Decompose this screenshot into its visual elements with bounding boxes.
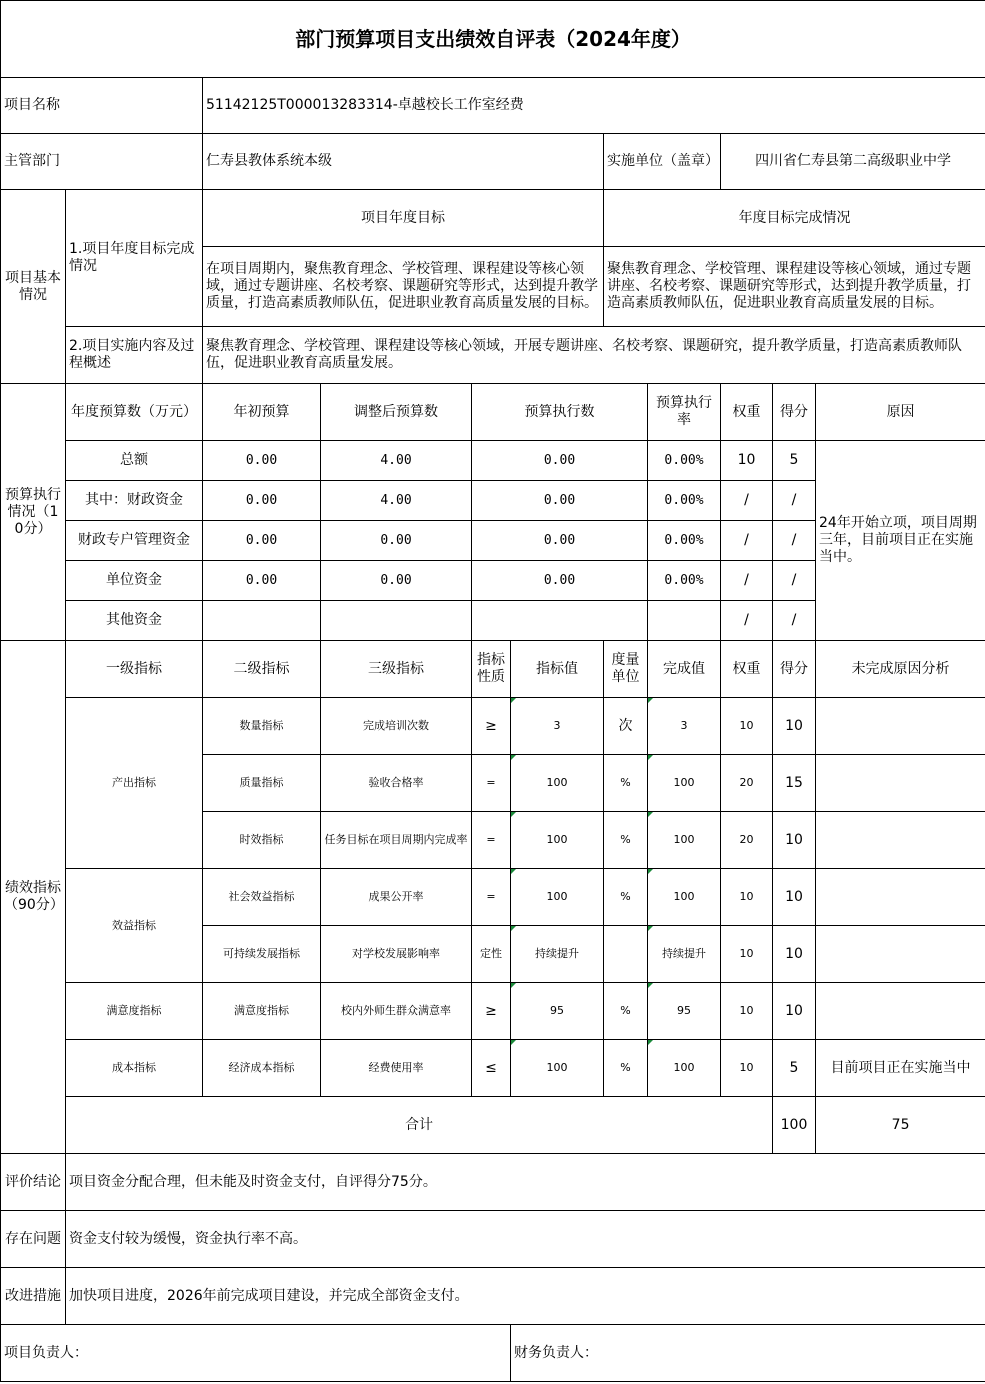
perf-score: 5: [773, 1040, 816, 1097]
perf-reason: 目前项目正在实施当中: [816, 1040, 985, 1097]
perf-header-nature: 指标性质: [472, 641, 511, 698]
level1-output: 产出指标: [66, 698, 203, 869]
perf-header-target: 指标值: [511, 641, 604, 698]
budget-weight: 10: [721, 441, 773, 481]
perf-reason: [816, 755, 985, 812]
perf-header-level1: 一级指标: [66, 641, 203, 698]
perf-unit: %: [604, 755, 648, 812]
perf-nature: =: [472, 869, 511, 926]
project-name-label: 项目名称: [1, 78, 203, 134]
table-row: [1, 698, 985, 755]
perf-header-weight: 权重: [721, 641, 773, 698]
finance-leader-signature: 财务负责人：: [511, 1325, 985, 1382]
budget-rate: 0.00%: [648, 481, 721, 521]
perf-actual: 持续提升: [648, 926, 721, 983]
perf-l3: 校内外师生群众满意率: [321, 983, 472, 1040]
budget-adjusted: 4.00: [321, 441, 472, 481]
perf-weight: 20: [721, 812, 773, 869]
perf-score: 10: [773, 698, 816, 755]
perf-weight: 10: [721, 983, 773, 1040]
perf-score: 10: [773, 869, 816, 926]
budget-weight: /: [721, 521, 773, 561]
budget-header-executed: 预算执行数: [472, 384, 648, 441]
perf-header-actual: 完成值: [648, 641, 721, 698]
perf-target: 100: [511, 869, 604, 926]
perf-header-score: 得分: [773, 641, 816, 698]
perf-score: 10: [773, 926, 816, 983]
level1-cost: 成本指标: [66, 1040, 203, 1097]
unit-value: 四川省仁寿县第二高级职业中学: [721, 134, 985, 190]
total-weight: 100: [773, 1097, 816, 1154]
budget-adjusted: [321, 601, 472, 641]
completion-text: 聚焦教育理念、学校管理、课程建设等核心领域，通过专题讲座、名校考察、课题研究等形式，达到提升教学质量，打造高素质教师队伍，促进职业教育高质量发展的目标。: [604, 247, 985, 327]
perf-nature: =: [472, 755, 511, 812]
perf-score: 10: [773, 983, 816, 1040]
perf-l2: 数量指标: [203, 698, 321, 755]
budget-header-total: 年度预算数（万元）: [66, 384, 203, 441]
perf-nature: =: [472, 812, 511, 869]
table-row: [1, 441, 985, 481]
perf-unit: [604, 926, 648, 983]
perf-l3: 完成培训次数: [321, 698, 472, 755]
perf-target: 95: [511, 983, 604, 1040]
perf-reason: [816, 869, 985, 926]
budget-rate: 0.00%: [648, 441, 721, 481]
perf-reason: [816, 983, 985, 1040]
unit-label: 实施单位（盖章）: [604, 134, 721, 190]
perf-nature: 定性: [472, 926, 511, 983]
conclusion-text: 项目资金分配合理，但未能及时资金支付，自评得分75分。: [66, 1154, 985, 1211]
perf-l3: 任务目标在项目周期内完成率: [321, 812, 472, 869]
project-name-value: 51142125T000013283314-卓越校长工作室经费: [203, 78, 985, 134]
budget-initial: 0.00: [203, 561, 321, 601]
perf-header-level3: 三级指标: [321, 641, 472, 698]
perf-header-unit: 度量单位: [604, 641, 648, 698]
perf-target: 持续提升: [511, 926, 604, 983]
budget-header-initial: 年初预算: [203, 384, 321, 441]
budget-weight: /: [721, 561, 773, 601]
budget-reason: 24年开始立项，项目周期三年，目前项目正在实施当中。: [816, 441, 985, 641]
basic-info-label: 项目基本情况: [1, 190, 66, 384]
perf-unit: 次: [604, 698, 648, 755]
budget-header-reason: 原因: [816, 384, 985, 441]
budget-header-adjusted: 调整后预算数: [321, 384, 472, 441]
budget-weight: /: [721, 481, 773, 521]
perf-unit: %: [604, 1040, 648, 1097]
perf-reason: [816, 812, 985, 869]
goal-header: 项目年度目标: [203, 190, 604, 247]
perf-l2: 经济成本指标: [203, 1040, 321, 1097]
perf-section-label: 绩效指标（90分）: [1, 641, 66, 1154]
level1-benefit: 效益指标: [66, 869, 203, 983]
completion-header: 年度目标完成情况: [604, 190, 985, 247]
budget-initial: 0.00: [203, 481, 321, 521]
perf-l2: 时效指标: [203, 812, 321, 869]
budget-executed: 0.00: [472, 481, 648, 521]
table-row: [1, 983, 985, 1040]
level1-satisfaction: 满意度指标: [66, 983, 203, 1040]
perf-l3: 对学校发展影响率: [321, 926, 472, 983]
perf-header-reason: 未完成原因分析: [816, 641, 985, 698]
perf-reason: [816, 926, 985, 983]
budget-row-name: 单位资金: [66, 561, 203, 601]
budget-header-rate: 预算执行率: [648, 384, 721, 441]
budget-row-name: 其中：财政资金: [66, 481, 203, 521]
budget-initial: 0.00: [203, 521, 321, 561]
problems-text: 资金支付较为缓慢，资金执行率不高。: [66, 1211, 985, 1268]
budget-row-name: 其他资金: [66, 601, 203, 641]
perf-l2: 可持续发展指标: [203, 926, 321, 983]
budget-initial: 0.00: [203, 441, 321, 481]
conclusion-label: 评价结论: [1, 1154, 66, 1211]
budget-initial: [203, 601, 321, 641]
improve-text: 加快项目进度，2026年前完成项目建设，并完成全部资金支付。: [66, 1268, 985, 1325]
budget-executed: [472, 601, 648, 641]
total-row: [1, 1097, 985, 1154]
perf-weight: 10: [721, 698, 773, 755]
perf-unit: %: [604, 869, 648, 926]
table-row: [1, 1040, 985, 1097]
budget-score: /: [773, 521, 816, 561]
perf-score: 10: [773, 812, 816, 869]
perf-reason: [816, 698, 985, 755]
page-title: 部门预算项目支出绩效自评表（2024年度）: [1, 1, 985, 78]
budget-header-score: 得分: [773, 384, 816, 441]
perf-target: 100: [511, 1040, 604, 1097]
dept-value: 仁寿县教体系统本级: [203, 134, 604, 190]
budget-row-name: 总额: [66, 441, 203, 481]
budget-rate: [648, 601, 721, 641]
budget-rate: 0.00%: [648, 521, 721, 561]
implementation-label: 2.项目实施内容及过程概述: [66, 327, 203, 384]
goal-text: 在项目周期内，聚焦教育理念、学校管理、课程建设等核心领域，通过专题讲座、名校考察、课题研究等形式，达到提升教学质量，打造高素质教师队伍，促进职业教育高质量发展的目标。: [203, 247, 604, 327]
perf-l3: 成果公开率: [321, 869, 472, 926]
perf-actual: 3: [648, 698, 721, 755]
perf-actual: 95: [648, 983, 721, 1040]
perf-l2: 社会效益指标: [203, 869, 321, 926]
budget-executed: 0.00: [472, 441, 648, 481]
budget-weight: /: [721, 601, 773, 641]
budget-header-weight: 权重: [721, 384, 773, 441]
improve-label: 改进措施: [1, 1268, 66, 1325]
implementation-text: 聚焦教育理念、学校管理、课程建设等核心领域，开展专题讲座、名校考察、课题研究，提升教学质量，打造高素质教师队伍，促进职业教育高质量发展。: [203, 327, 985, 384]
perf-header-level2: 二级指标: [203, 641, 321, 698]
budget-adjusted: 0.00: [321, 561, 472, 601]
perf-score: 15: [773, 755, 816, 812]
perf-actual: 100: [648, 755, 721, 812]
perf-l2: 满意度指标: [203, 983, 321, 1040]
budget-adjusted: 4.00: [321, 481, 472, 521]
budget-executed: 0.00: [472, 521, 648, 561]
perf-actual: 100: [648, 869, 721, 926]
perf-actual: 100: [648, 812, 721, 869]
total-score: 75: [816, 1097, 985, 1154]
budget-score: 5: [773, 441, 816, 481]
budget-score: /: [773, 561, 816, 601]
problems-label: 存在问题: [1, 1211, 66, 1268]
perf-l2: 质量指标: [203, 755, 321, 812]
perf-target: 3: [511, 698, 604, 755]
budget-rate: 0.00%: [648, 561, 721, 601]
project-leader-signature: 项目负责人：: [1, 1325, 511, 1382]
perf-target: 100: [511, 755, 604, 812]
dept-label: 主管部门: [1, 134, 203, 190]
perf-l3: 验收合格率: [321, 755, 472, 812]
perf-nature: ≤: [472, 1040, 511, 1097]
perf-weight: 20: [721, 755, 773, 812]
perf-nature: ≥: [472, 983, 511, 1040]
budget-executed: 0.00: [472, 561, 648, 601]
table-row: [1, 869, 985, 926]
budget-score: /: [773, 481, 816, 521]
perf-unit: %: [604, 812, 648, 869]
perf-l3: 经费使用率: [321, 1040, 472, 1097]
perf-target: 100: [511, 812, 604, 869]
perf-weight: 10: [721, 926, 773, 983]
budget-section-label: 预算执行情况（10分）: [1, 384, 66, 641]
perf-weight: 10: [721, 869, 773, 926]
perf-nature: ≥: [472, 698, 511, 755]
total-label: 合计: [66, 1097, 773, 1154]
perf-unit: %: [604, 983, 648, 1040]
perf-weight: 10: [721, 1040, 773, 1097]
budget-adjusted: 0.00: [321, 521, 472, 561]
budget-row-name: 财政专户管理资金: [66, 521, 203, 561]
perf-actual: 100: [648, 1040, 721, 1097]
goal-completion-label: 1.项目年度目标完成情况: [66, 190, 203, 327]
budget-score: /: [773, 601, 816, 641]
